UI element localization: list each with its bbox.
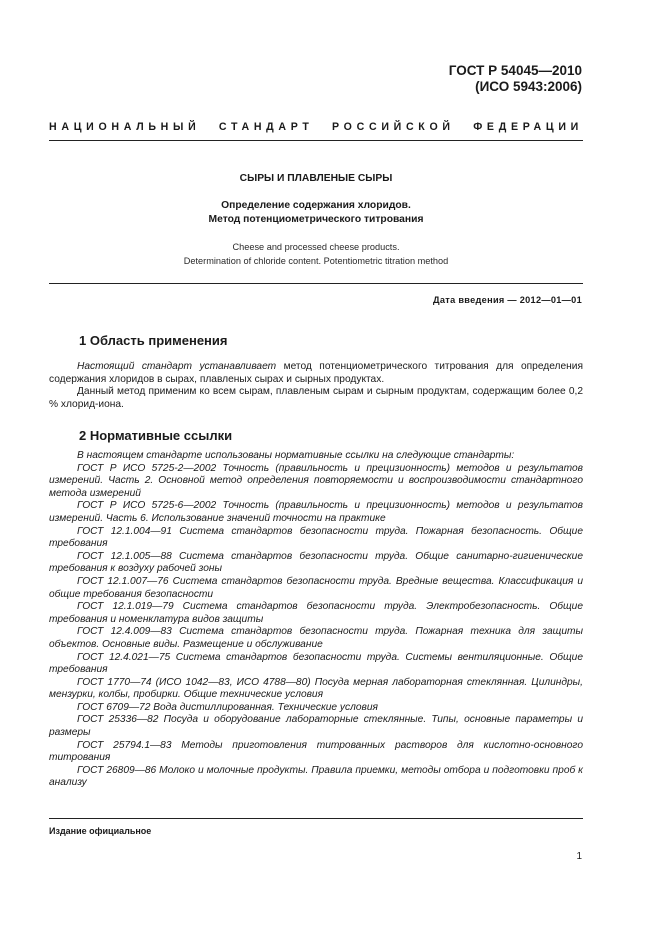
reference-item: ГОСТ 12.1.004—91 Система стандартов безопасности труда. Пожарная безопасность. Общие требования: [49, 525, 583, 550]
footer-divider: [49, 818, 583, 819]
reference-item: ГОСТ 26809—86 Молоко и молочные продукты. Правила приемки, методы отбора и подготовки проб к анализу: [49, 764, 583, 789]
reference-item: ГОСТ 1770—74 (ИСО 1042—83, ИСО 4788—80) Посуда мерная лабораторная стеклянная. Цилиндры, мензурки, колбы, пробирки. Общие технические условия: [49, 676, 583, 701]
standard-code: ГОСТ Р 54045—2010: [448, 63, 582, 78]
paragraph: [49, 361, 583, 386]
references-list: [49, 450, 583, 790]
reference-item: ГОСТ 25336—82 Посуда и оборудование лабораторные стеклянные. Типы, основные параметры и размеры: [49, 714, 583, 739]
english-title-line: Determination of chloride content. Potentiometric titration method: [183, 256, 449, 266]
subtitle-line: Метод потенциометрического титрования: [208, 214, 424, 225]
references-intro: В настоящем стандарте использованы нормативные ссылки на следующие стандарты:: [77, 450, 515, 461]
reference-item: ГОСТ Р ИСО 5725-6—2002 Точность (правильность и прецизионность) методов и результатов измерений. Часть 6. Использование значений точности на практике: [49, 500, 583, 524]
document-subtitle: [49, 199, 583, 227]
section-1-body: [49, 361, 583, 411]
introduction-date: Дата введения — 2012—01—01: [433, 295, 582, 305]
english-title: [49, 240, 583, 268]
document-title: СЫРЫ И ПЛАВЛЕНЫЕ СЫРЫ: [239, 173, 393, 184]
paragraph-italic-lead: Настоящий стандарт устанавливает: [77, 361, 277, 372]
title-divider: [49, 283, 583, 284]
page-number: 1: [576, 851, 582, 862]
reference-item: ГОСТ 12.1.005—88 Система стандартов безопасности труда. Общие санитарно-гигиенические требования к воздуху рабочей зоны: [49, 550, 583, 575]
edition-label: Издание официальное: [49, 826, 152, 836]
iso-code: (ИСО 5943:2006): [475, 79, 582, 94]
header-word: ФЕДЕРАЦИИ: [473, 121, 583, 133]
reference-item: ГОСТ 12.4.009—83 Система стандартов безопасности труда. Пожарная техника для защиты объектов. Основные виды. Размещение и обслуживание: [49, 626, 583, 650]
header-divider: [49, 140, 583, 141]
paragraph: Данный метод применим ко всем сырам, плавленым сырам и сырным продуктам, содержащим более 0,2 % хлорид-иона.: [49, 386, 583, 410]
standard-code-block: [449, 63, 582, 95]
reference-item: ГОСТ 12.1.007—76 Система стандартов безопасности труда. Вредные вещества. Классификация и общие требования безопасности: [49, 575, 583, 600]
section-1-heading: 1 Область применения: [79, 333, 228, 348]
english-title-line: Cheese and processed cheese products.: [232, 242, 400, 252]
header-word: РОССИЙСКОЙ: [332, 121, 455, 133]
subtitle-line: Определение содержания хлоридов.: [221, 200, 411, 211]
section-2-heading: 2 Нормативные ссылки: [79, 428, 233, 443]
reference-item: ГОСТ 25794.1—83 Методы приготовления титрованных растворов для кислотно-основного титрования: [49, 739, 583, 764]
title-block: [49, 172, 583, 268]
paragraph-text: метод потенциометрического титрования для определения содержания хлоридов в сырах, плавленых сырах и сырных продуктах.: [49, 361, 583, 385]
national-standard-header: [49, 121, 583, 133]
header-word: СТАНДАРТ: [218, 121, 314, 133]
reference-item: ГОСТ 12.1.019—79 Система стандартов безопасности труда. Электробезопасность. Общие требования и номенклатура видов защиты: [49, 601, 583, 625]
header-word: НАЦИОНАЛЬНЫЙ: [49, 121, 201, 133]
reference-item: ГОСТ 12.4.021—75 Система стандартов безопасности труда. Системы вентиляционные. Общие требования: [49, 651, 583, 676]
reference-item: ГОСТ 6709—72 Вода дистиллированная. Технические условия: [77, 701, 378, 713]
reference-item: ГОСТ Р ИСО 5725-2—2002 Точность (правильность и прецизионность) методов и результатов измерений. Часть 2. Основной метод определения повторяемости и воспроизводимости стандартного метода измерений: [49, 462, 583, 499]
